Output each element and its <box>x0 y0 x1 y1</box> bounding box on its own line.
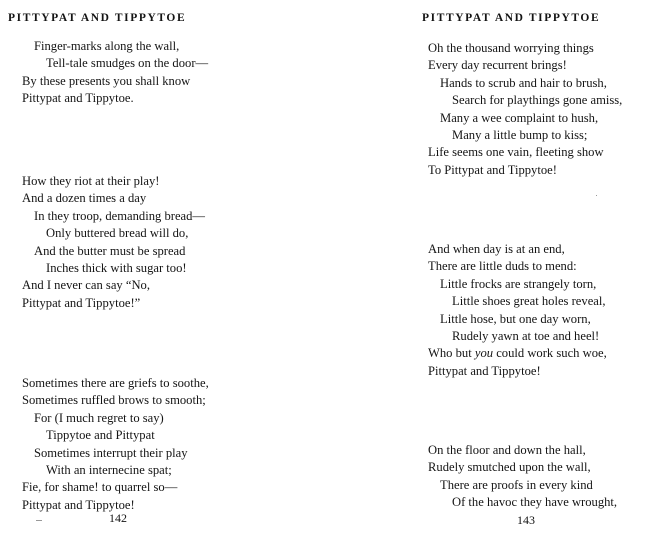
verse-line: Who but you could work such woe, <box>428 346 607 361</box>
verse-line: And a dozen times a day <box>22 191 147 206</box>
verse-line: How they riot at their play! <box>22 174 160 188</box>
verse-line: Little shoes great holes reveal, <box>452 294 606 309</box>
verse-line: Pittypat and Tippytoe! <box>428 363 541 378</box>
left-page <box>0 0 326 541</box>
verse-line: By these presents you shall know <box>22 73 191 88</box>
verse-line: On the floor and down the hall, <box>428 443 586 457</box>
verse-line: Sometimes there are griefs to soothe, <box>22 376 209 390</box>
stanza <box>22 375 209 514</box>
verse-line: To Pittypat and Tippytoe! <box>428 162 557 177</box>
verse-line: Little frocks are strangely torn, <box>440 276 597 291</box>
verse-line: Rudely smutched upon the wall, <box>428 460 591 475</box>
verse-line: Tell-tale smudges on the door— <box>46 56 209 71</box>
verse-line: There are little duds to mend: <box>428 259 577 274</box>
verse-line: Search for playthings gone amiss, <box>452 93 623 108</box>
verse-line: Finger-marks along the wall, <box>34 39 180 53</box>
verse-line: In they troop, demanding bread— <box>34 208 206 223</box>
verse-line: Little hose, but one day worn, <box>440 311 591 326</box>
stanza <box>428 241 607 380</box>
verse-line: Sometimes ruffled brows to smooth; <box>22 393 206 408</box>
verse-line: Many a wee complaint to hush, <box>440 110 599 125</box>
stanza <box>22 173 205 312</box>
running-head: PITTYPAT AND TIPPYTOE <box>422 12 601 24</box>
verse-line: Sometimes interrupt their play <box>34 445 188 460</box>
verse-line: Pittypat and Tippytoe! <box>22 497 135 512</box>
verse-line: And I never can say “No, <box>22 278 150 293</box>
verse-line: Fie, for shame! to quarrel so— <box>22 480 178 495</box>
verse-line: Rudely yawn at toe and heel! <box>452 328 600 343</box>
verse-line: And when day is at an end, <box>428 242 565 256</box>
stanza <box>428 442 617 512</box>
page-number: 143 <box>517 513 535 527</box>
running-head: PITTYPAT AND TIPPYTOE <box>8 12 187 24</box>
verse-line: Only buttered bread will do, <box>46 226 189 241</box>
verse-line: Of the havoc they have wrought, <box>452 495 618 510</box>
print-speck <box>596 195 597 196</box>
stanza <box>428 40 622 179</box>
verse-line: And the butter must be spread <box>34 243 186 258</box>
right-page <box>326 0 653 541</box>
verse-line: Oh the thousand worrying things <box>428 41 594 55</box>
page-number: 142 <box>109 511 127 525</box>
verse-line: Inches thick with sugar too! <box>46 260 187 275</box>
verse-line: Pittypat and Tippytoe. <box>22 91 134 106</box>
verse-line: There are proofs in every kind <box>440 477 593 492</box>
verse-line: Hands to scrub and hair to brush, <box>440 75 607 90</box>
stanza <box>22 38 208 108</box>
verse-line: With an internecine spat; <box>46 462 172 477</box>
verse-line: Tippytoe and Pittypat <box>46 428 155 443</box>
verse-line: Life seems one vain, fleeting show <box>428 145 604 160</box>
verse-line: Pittypat and Tippytoe!” <box>22 295 141 310</box>
verse-line: Many a little bump to kiss; <box>452 127 588 142</box>
verse-line: Every day recurrent brings! <box>428 58 567 73</box>
verse-line: For (I much regret to say) <box>34 410 164 425</box>
print-speck <box>36 520 42 521</box>
